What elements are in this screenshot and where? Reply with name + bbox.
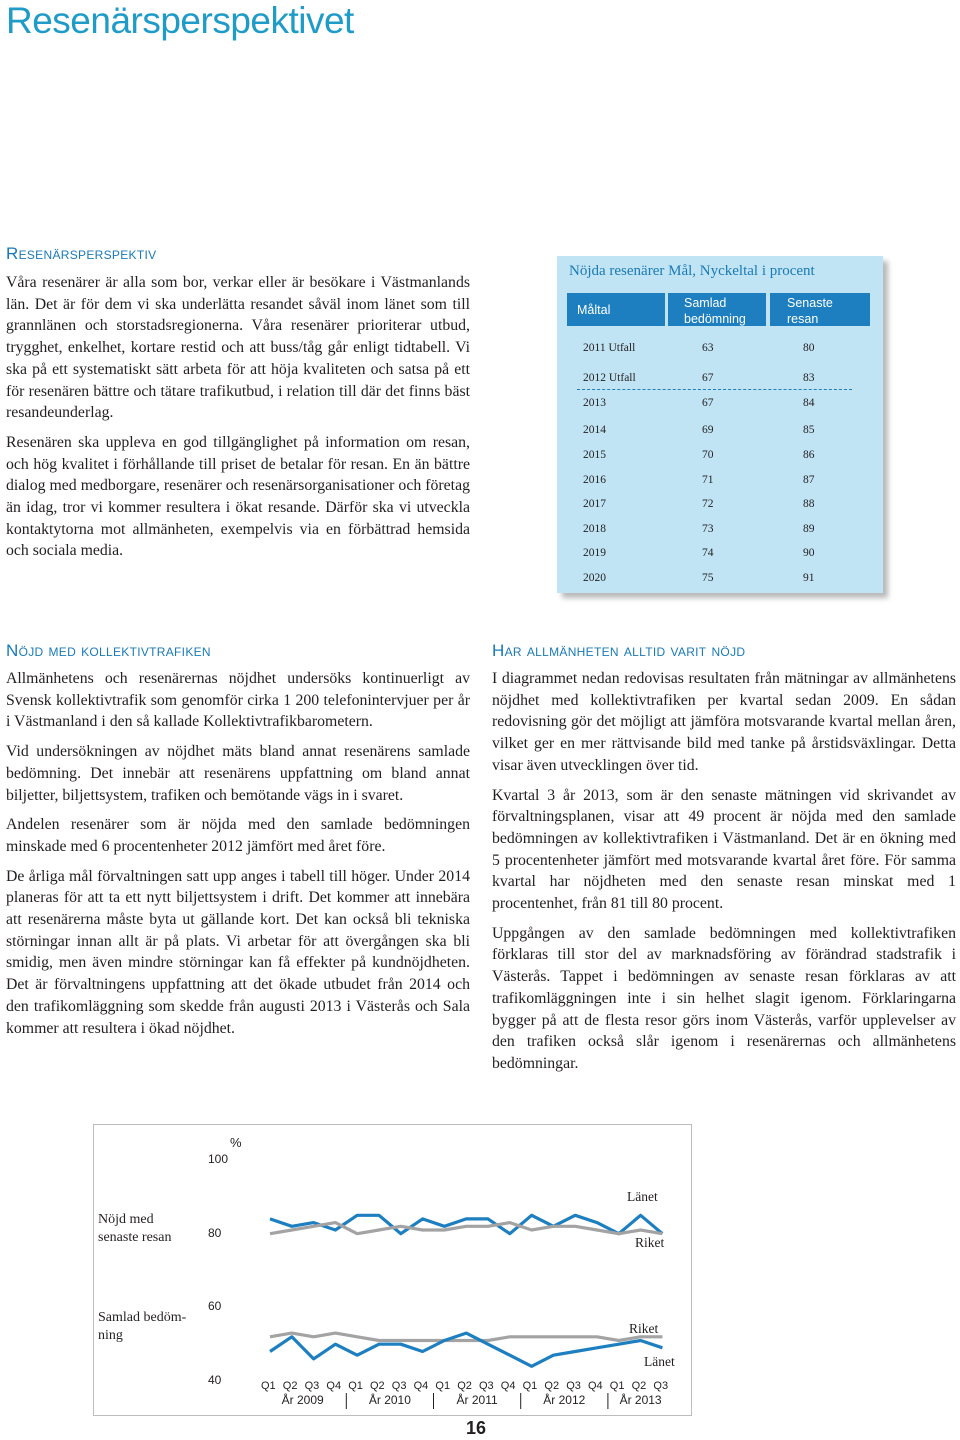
table-title: Nöjda resenärer Mål, Nyckeltal i procent bbox=[569, 263, 815, 279]
row-senaste-value: 87 bbox=[803, 474, 815, 486]
row-label: 2016 bbox=[583, 474, 606, 486]
row-label: 2017 bbox=[583, 498, 606, 510]
page-number: 16 bbox=[466, 1418, 487, 1438]
paragraph: Våra resenärer är alla som bor, verkar eller är besökare i Västmanlands län. Det är för dem vi ska underlätta resandet såväl inom länet som till grannlänen och storstadsregionerna. Våra resenärer prioriterar utbud, trygghet, enkelhet, kortare restid och att buss/tåg går enligt tidtabell. Vi ska på ett systematiskt sätt arbeta för att höja kvaliteten och satsa på ett för resenären bättre och tätare trafikutbud, i relation till där det finns bäst resandeunderlag. bbox=[6, 274, 470, 422]
y-tick-label: 60 bbox=[208, 1299, 222, 1314]
row-senaste-value: 85 bbox=[803, 424, 815, 436]
row-label: 2020 bbox=[583, 572, 606, 584]
row-samlad-value: 67 bbox=[702, 397, 714, 409]
y-unit-label: % bbox=[230, 1135, 242, 1150]
paragraph: Resenären ska uppleva en god tillgänglighet på information om resan, och hög kvalitet i förhållande till priset de betalar för resan. En än bättre dialog med medborgare, resenärer och resenärsorganisationer och företag än idag, tror vi kommer resultera i ökat resande. Därför ska vi utveckla kontaktytorna mot allmänheten, exempelvis via en förbättrad hemsida och sociala media. bbox=[6, 433, 470, 560]
x-tick-label: Q2 bbox=[370, 1380, 385, 1392]
row-senaste-value: 88 bbox=[803, 498, 815, 510]
satisfaction-line-chart bbox=[93, 1124, 692, 1416]
row-samlad-value: 71 bbox=[702, 474, 714, 486]
row-senaste-value: 86 bbox=[803, 449, 815, 461]
chart-plot bbox=[94, 1125, 691, 1415]
x-tick-label: Q4 bbox=[326, 1380, 342, 1392]
x-year-label: År 2009 bbox=[281, 1393, 324, 1407]
row-label: 2015 bbox=[583, 449, 606, 461]
row-samlad-value: 72 bbox=[702, 498, 714, 510]
section-heading-nojd-med-kollektivtrafiken: Nöjd med kollektivtrafiken bbox=[6, 641, 211, 660]
x-tick-label: Q3 bbox=[479, 1380, 494, 1392]
series-label: Länet bbox=[627, 1189, 658, 1204]
paragraph: I diagrammet nedan redovisas resultaten från mätningar av allmänhetens nöjdhet med kollektivtrafiken per kvartal sedan 2009. En sådan redovisning gör det möjligt att jämföra motsvarande kvartal mellan åren, vilket ger en mer rättvisande bild med tanke på årstidsväxlingar. Detta visar även utvecklingen över tid. bbox=[492, 670, 956, 774]
section-body-resenarsperspektiv bbox=[6, 272, 470, 570]
x-tick-label: Q1 bbox=[609, 1380, 625, 1392]
section-heading-resenarsperspektiv: Resenärsperspektiv bbox=[6, 244, 157, 263]
row-senaste-value: 80 bbox=[803, 342, 815, 354]
x-tick-label: Q3 bbox=[304, 1380, 320, 1392]
paragraph: Andelen resenärer som är nöjda med den samlade bedömningen minskade med 6 procentenheter 2012 jämfört med året före. bbox=[6, 816, 470, 855]
row-samlad-value: 67 bbox=[702, 372, 714, 384]
x-tick-label: Q3 bbox=[653, 1380, 669, 1392]
series-label: Länet bbox=[644, 1354, 675, 1369]
row-label: 2011 Utfall bbox=[583, 342, 636, 354]
header-label: Måltal bbox=[577, 303, 611, 317]
header-label: Senaste resan bbox=[787, 296, 833, 326]
paragraph: Uppgången av den samlade bedömningen med kollektivtrafiken förklaras till stor del av marknadsföring av förändrad stadstrafik i Västerås. Tappet i bedömningen av senaste resan förklaras av att trafikomläggningen inte i sin helhet slagit igenom. Förklaringarna bygger på att de flesta resor görs inom Västerås, varför upplevelser av den trafiken också slår igenom i resenärernas och allmänhetens bedömningar. bbox=[492, 924, 956, 1072]
row-senaste-value: 89 bbox=[803, 523, 815, 535]
table-divider bbox=[577, 389, 852, 390]
x-tick-label: Q1 bbox=[435, 1380, 451, 1392]
section-heading-har-allmanheten-alltid-varit-nojd: Har allmänheten alltid varit nöjd bbox=[492, 641, 746, 660]
x-tick-label: Q1 bbox=[261, 1380, 276, 1392]
header-samlad-bedomning bbox=[668, 293, 766, 326]
row-senaste-value: 91 bbox=[803, 572, 815, 584]
group-label-samlad-bedomning: Samlad bedöm- ning bbox=[98, 1310, 187, 1343]
row-samlad-value: 74 bbox=[702, 547, 714, 559]
x-tick-label: Q2 bbox=[544, 1380, 560, 1392]
x-tick-label: Q2 bbox=[457, 1380, 472, 1392]
row-label: 2013 bbox=[583, 397, 606, 409]
x-year-label: År 2010 bbox=[368, 1393, 411, 1407]
row-samlad-value: 73 bbox=[702, 523, 714, 535]
y-tick-label: 40 bbox=[208, 1373, 222, 1387]
paragraph: Vid undersökningen av nöjdhet mäts bland annat resenärens samlade bedömning. Det innebär att resenärens uppfattning om bland annat biljetter, biljettsystem, trafiken och bemötande vägs in i svaret. bbox=[6, 743, 470, 804]
row-samlad-value: 69 bbox=[702, 424, 714, 436]
row-samlad-value: 70 bbox=[702, 449, 714, 461]
row-samlad-value: 63 bbox=[702, 342, 714, 354]
row-senaste-value: 83 bbox=[803, 372, 815, 384]
section-body-har-allmanheten-alltid-varit-nojd bbox=[492, 668, 956, 1083]
y-tick-label: 100 bbox=[208, 1152, 229, 1166]
row-senaste-value: 84 bbox=[803, 397, 815, 409]
header-label: Samlad bedömning bbox=[684, 296, 746, 326]
x-tick-label: Q1 bbox=[348, 1380, 363, 1392]
row-senaste-value: 90 bbox=[803, 547, 815, 559]
group-label-senaste-resan: Nöjd med senaste resan bbox=[98, 1212, 172, 1245]
targets-table bbox=[557, 256, 883, 593]
x-tick-label: Q4 bbox=[413, 1380, 429, 1392]
paragraph: Allmänhetens och resenärernas nöjdhet undersöks kontinuerligt av Svensk kollektivtrafik som genomför cirka 1 200 telefonintervjuer per år i Västmanland i den så kallade Kollektivtrafikbarometern. bbox=[6, 670, 470, 731]
x-year-label: År 2013 bbox=[619, 1393, 662, 1407]
header-senaste-resan bbox=[770, 293, 870, 326]
section-body-nojd-med-kollektivtrafiken bbox=[6, 668, 470, 1047]
row-label: 2018 bbox=[583, 523, 606, 535]
x-tick-label: Q4 bbox=[500, 1380, 516, 1392]
row-samlad-value: 75 bbox=[702, 572, 714, 584]
x-tick-label: Q2 bbox=[631, 1380, 647, 1392]
series-label: Riket bbox=[629, 1321, 659, 1336]
y-tick-label: 80 bbox=[208, 1225, 222, 1240]
x-tick-label: Q2 bbox=[282, 1380, 298, 1392]
row-label: 2019 bbox=[583, 547, 606, 559]
x-year-label: År 2012 bbox=[543, 1393, 586, 1407]
x-tick-label: Q3 bbox=[566, 1380, 581, 1392]
paragraph: Kvartal 3 år 2013, som är den senaste mätningen vid skrivandet av förvaltningsplanen, visar att 49 procent är nöjda med den samlade bedömningen av kollektivtrafiken i Västmanland. Det är en ökning med 5 procentenheter jämfört med motsvarande kvartal året före. För samma kvartal har nöjdheten med den senaste resan minskat med 1 procentenhet, från 81 till 80 procent. bbox=[492, 786, 956, 913]
row-label: 2012 Utfall bbox=[583, 372, 636, 384]
page-title: Resenärsperspektivet bbox=[6, 0, 354, 41]
x-year-label: År 2011 bbox=[456, 1393, 498, 1407]
row-label: 2014 bbox=[583, 424, 606, 436]
x-tick-label: Q4 bbox=[588, 1380, 603, 1392]
x-tick-label: Q3 bbox=[391, 1380, 407, 1392]
series-label: Riket bbox=[635, 1235, 665, 1250]
header-maltal bbox=[567, 293, 665, 326]
x-tick-label: Q1 bbox=[522, 1380, 538, 1392]
paragraph: De årliga mål förvaltningen satt upp anges i tabell till höger. Under 2014 planeras för att ta ett nytt biljettsystem i drift. Det kommer att innebära att resenärerna måste byta ut gällande kort. Det kan också bli tekniska störningar innan allt är på plats. Vi arbetar för att övergången ska bli smidig, men även mindre störningar kan få effekter på kundnöjdheten. Det är förvaltningens uppfattning att det ökade utbudet från 2014 och den trafikomläggning som skedde från augusti 2013 i Västerås och Sala kommer att resultera i ökad nöjdhet. bbox=[6, 867, 470, 1037]
